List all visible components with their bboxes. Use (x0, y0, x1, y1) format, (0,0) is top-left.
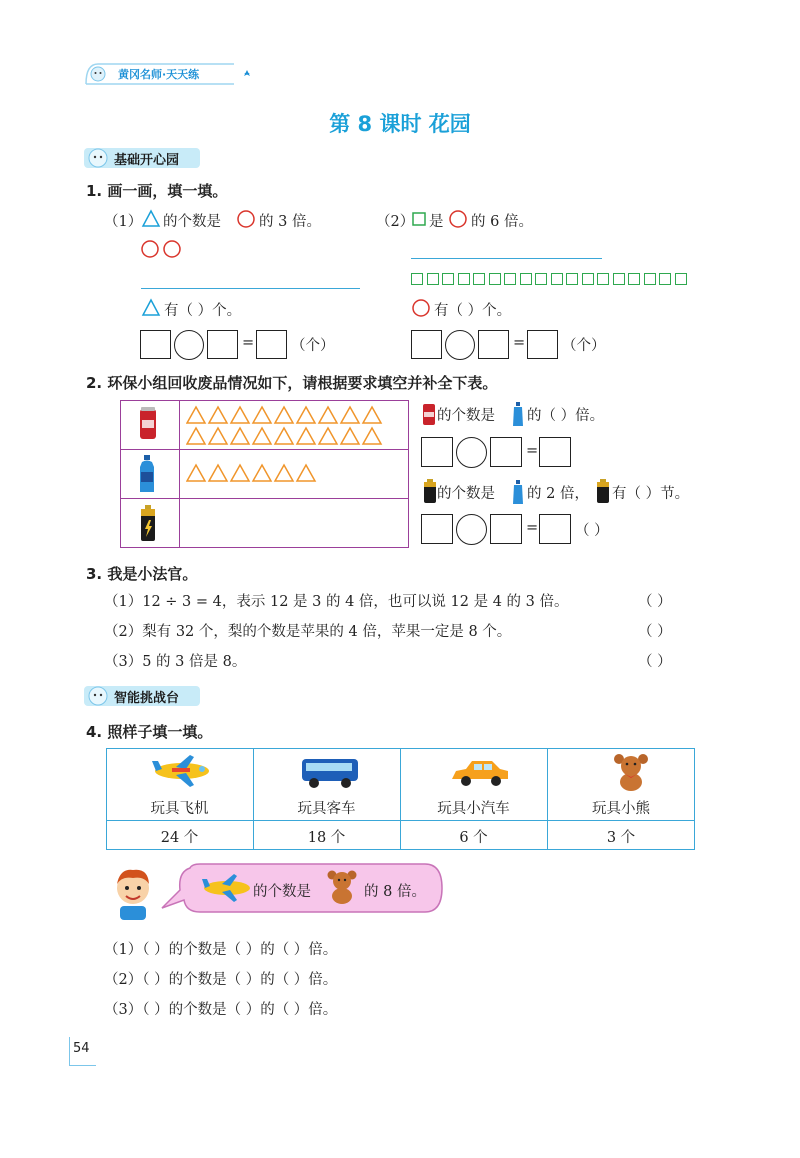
equation-box[interactable] (539, 437, 571, 467)
q3-item-1: （1）12 ÷ 3 = 4，表示 12 是 3 的 4 倍，也可以说 12 是 4 的 3 倍。 (104, 594, 569, 610)
green-square-icon (613, 273, 625, 285)
red-circles-group (140, 238, 186, 260)
bottle-icon (137, 454, 157, 494)
answer-line-1[interactable] (141, 288, 360, 289)
q3-item-2: （2）梨有 32 个，梨的个数是苹果的 4 倍，苹果一定是 8 个。 (104, 624, 512, 640)
answer-line-2[interactable] (411, 258, 602, 259)
equation-box[interactable] (207, 330, 238, 359)
triangle-icon (297, 428, 315, 444)
triangle-icon (187, 465, 205, 481)
green-square-icon (535, 273, 547, 285)
q4-line-1[interactable]: （1）（ ）的个数是（ ）的（ ）倍。 (104, 942, 338, 958)
triangle-icon (341, 428, 359, 444)
section-badge-challenge (84, 684, 204, 708)
triangle-icon (363, 428, 381, 444)
equation-box[interactable] (421, 514, 453, 544)
q1-have2: 有（ ）个。 (434, 303, 512, 319)
operator-circle[interactable] (174, 330, 204, 360)
q2-line1-b: 的（ ）倍。 (527, 408, 605, 424)
green-square-icon (659, 273, 671, 285)
battery-icon (139, 504, 157, 542)
bus-icon (300, 755, 362, 789)
triangle-icon (341, 407, 359, 423)
green-square-icon (675, 273, 687, 285)
triangle-icon (363, 407, 381, 423)
brand-text: 黄冈名师·天天练 (118, 68, 200, 81)
battery-icon (596, 478, 610, 504)
triangle-group (186, 463, 384, 484)
equation-box[interactable] (478, 330, 509, 359)
triangle-icon (209, 428, 227, 444)
boy-avatar (108, 866, 158, 922)
triangle-row-bottles (186, 463, 406, 488)
operator-circle[interactable] (456, 437, 487, 468)
section-label: 智能挑战台 (114, 691, 180, 706)
green-square-icon (644, 273, 656, 285)
green-square-icon (458, 273, 470, 285)
circle-icon (411, 298, 431, 318)
q2-line1-a: 的个数是 (437, 408, 495, 424)
q1-heading: 1. 画一画，填一填。 (86, 182, 228, 200)
circle-icon (448, 209, 468, 229)
triangle-icon (253, 465, 271, 481)
q1-part1-label: （1） (104, 214, 143, 230)
equation-box[interactable] (490, 514, 522, 544)
triangle-icon (319, 407, 337, 423)
green-square-icon (520, 273, 532, 285)
bubble-text-b: 的 8 倍。 (364, 884, 426, 900)
toy-count: 18 个 (307, 830, 346, 846)
unit-label: （个） (562, 338, 606, 354)
triangle-icon (275, 407, 293, 423)
q1-part2-label: （2） (376, 214, 415, 230)
q4-line-2[interactable]: （2）（ ）的个数是（ ）的（ ）倍。 (104, 972, 338, 988)
triangle-icon (275, 465, 293, 481)
triangle-icon (209, 465, 227, 481)
triangle-icon (141, 209, 161, 228)
triangle-icon (297, 407, 315, 423)
equation-box[interactable] (140, 330, 171, 359)
toy-name: 玩具小汽车 (437, 801, 510, 817)
triangle-icon (209, 407, 227, 423)
section-label: 基础开心园 (114, 153, 180, 168)
q1-part2-text-a: 是 (429, 214, 444, 230)
equation-box[interactable] (490, 437, 522, 467)
green-square-icon (427, 273, 439, 285)
can-icon (139, 406, 157, 442)
can-icon (422, 402, 436, 426)
square-icon (411, 211, 427, 227)
triangle-group (186, 405, 384, 447)
car-icon (448, 757, 512, 789)
green-squares-row (411, 270, 711, 289)
plane-icon (200, 872, 252, 904)
q2-heading: 2. 环保小组回收废品情况如下，请根据要求填空并补全下表。 (86, 374, 498, 392)
operator-circle[interactable] (445, 330, 475, 360)
toy-count: 6 个 (459, 830, 488, 846)
q1-part2-text-b: 的 6 倍。 (471, 214, 533, 230)
green-square-icon (442, 273, 454, 285)
q2-line2-b: 的 2 倍， (527, 486, 589, 502)
q2-line2-c: 有（ ）节。 (612, 486, 690, 502)
green-square-icon (582, 273, 594, 285)
triangle-icon (297, 465, 315, 481)
triangle-icon (231, 407, 249, 423)
triangle-icon (319, 428, 337, 444)
equation-box[interactable] (256, 330, 287, 359)
unit-label: （个） (291, 338, 335, 354)
equals-sign: = (526, 443, 539, 459)
q3-answer-2[interactable]: （ ） (638, 624, 672, 640)
equation-box[interactable] (527, 330, 558, 359)
green-square-icon (411, 273, 423, 285)
green-square-icon (566, 273, 578, 285)
battery-icon (423, 478, 437, 504)
triangle-icon (253, 407, 271, 423)
green-square-icon (504, 273, 516, 285)
page-title: 第 8 课时 花园 (329, 112, 471, 136)
q4-heading: 4. 照样子填一填。 (86, 723, 213, 741)
bear-icon (610, 752, 652, 792)
answer-paren[interactable]: （ ） (575, 523, 609, 539)
q3-heading: 3. 我是小法官。 (86, 565, 198, 583)
triangle-row-cans (186, 405, 406, 451)
q3-item-3: （3）5 的 3 倍是 8。 (104, 654, 247, 670)
q4-line-3[interactable]: （3）（ ）的个数是（ ）的（ ）倍。 (104, 1002, 338, 1018)
triangle-icon (187, 407, 205, 423)
q3-answer-3[interactable]: （ ） (638, 654, 672, 670)
equation-box[interactable] (539, 514, 571, 544)
bubble-text-a: 的个数是 (253, 884, 311, 900)
triangle-icon (253, 428, 271, 444)
triangle-icon (231, 428, 249, 444)
toy-count: 3 个 (606, 830, 636, 846)
toy-name: 玩具小熊 (592, 801, 650, 817)
triangle-row-batteries-empty[interactable] (186, 510, 406, 540)
q1-have1: 有（ ）个。 (164, 303, 242, 319)
page-number: 54 (73, 1041, 90, 1056)
green-square-icon (473, 273, 485, 285)
circle-icon (236, 209, 256, 229)
triangle-icon (187, 428, 205, 444)
equals-sign: = (513, 335, 526, 351)
green-square-icon (489, 273, 501, 285)
equation-box[interactable] (411, 330, 442, 359)
toy-name: 玩具客车 (297, 801, 356, 817)
triangle-icon (231, 465, 249, 481)
bottle-icon (511, 479, 525, 505)
q3-answer-1[interactable]: （ ） (638, 594, 672, 610)
green-square-icon (628, 273, 640, 285)
equation-box[interactable] (421, 437, 453, 467)
green-square-icon (551, 273, 563, 285)
toy-name: 玩具飞机 (150, 801, 209, 817)
equals-sign: = (242, 335, 255, 351)
triangle-icon (141, 298, 161, 317)
equals-sign: = (526, 520, 539, 536)
section-badge-basic (84, 146, 204, 170)
q1-part1-text-a: 的个数是 (163, 214, 221, 230)
q2-line2-a: 的个数是 (437, 486, 495, 502)
operator-circle[interactable] (456, 514, 487, 545)
toy-count: 24 个 (160, 830, 199, 846)
plane-icon (150, 753, 212, 789)
triangle-icon (275, 428, 293, 444)
q1-part1-text-b: 的 3 倍。 (259, 214, 321, 230)
bear-icon (324, 869, 360, 905)
green-square-icon (597, 273, 609, 285)
bottle-icon (511, 401, 525, 427)
